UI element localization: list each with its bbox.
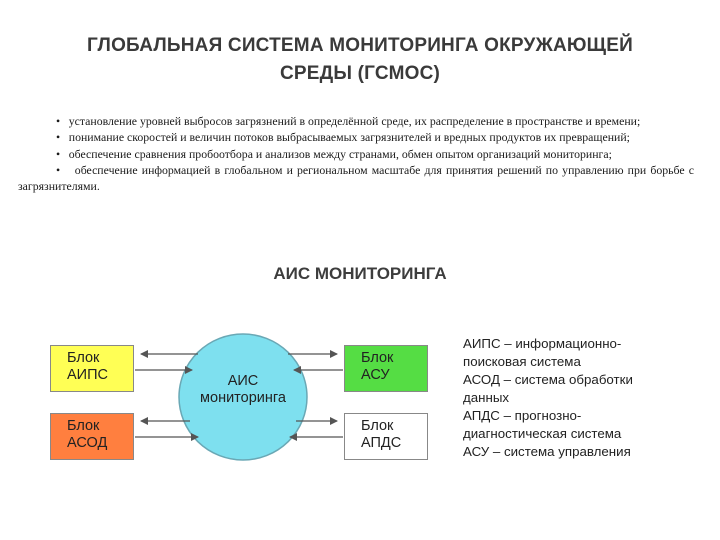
- diagram-title: АИС МОНИТОРИНГА: [273, 264, 447, 283]
- abbreviation-legend: [463, 335, 683, 461]
- block-label-line-2: АСУ: [361, 367, 390, 383]
- block-label-line-2: АПДС: [361, 435, 402, 451]
- bullet-text: обеспечение сравнения пробоотбора и анализов между странами, обмен опытом организаций мониторинга;: [68, 146, 612, 161]
- legend-line: АПДС – прогнозно-: [463, 408, 582, 423]
- bullet-icon: •: [56, 146, 61, 161]
- block-aips: [50, 345, 134, 392]
- legend-line: АСОД – система обработки: [463, 372, 633, 387]
- bullet-text: установление уровней выбросов загрязнений в определённой среде, их распределение в пространстве и времени;: [68, 114, 641, 128]
- legend-line: диагностическая система: [463, 426, 622, 441]
- bullet-icon: •: [56, 130, 61, 145]
- legend-line: АИПС – информационно-: [463, 336, 622, 351]
- bullet-icon: •: [56, 162, 61, 177]
- block-asod: [50, 413, 134, 460]
- block-apds: [344, 413, 428, 460]
- block-label-line-1: Блок: [361, 350, 394, 366]
- bullet-text: понимание скоростей и величин потоков выбрасываемых загрязнителей и вредных продуктов их превращений;: [68, 130, 630, 145]
- legend-line: АСУ – система управления: [463, 444, 631, 459]
- block-label-line-1: Блок: [361, 418, 394, 434]
- block-label-line-1: Блок: [67, 350, 100, 366]
- block-label-line-1: Блок: [67, 418, 100, 434]
- block-label-line-2: АИПС: [67, 367, 108, 383]
- title-line-2: СРЕДЫ (ГСМОС): [279, 63, 441, 84]
- legend-line: поисковая система: [463, 354, 581, 369]
- center-label-line-1: АИС: [227, 373, 259, 389]
- center-node-label: [193, 373, 293, 407]
- bullet-icon: •: [56, 114, 61, 128]
- block-asu: [344, 345, 428, 392]
- legend-line: данных: [463, 390, 510, 405]
- title-line-1: ГЛОБАЛЬНАЯ СИСТЕМА МОНИТОРИНГА ОКРУЖАЮЩЕЙ: [87, 35, 633, 56]
- center-label-line-2: мониторинга: [200, 390, 286, 406]
- block-label-line-2: АСОД: [67, 435, 108, 451]
- bullet-text: обеспечение информацией в глобальном и региональном масштабе для принятия решений по управлению при борьбе с загрязнителями.: [18, 162, 695, 194]
